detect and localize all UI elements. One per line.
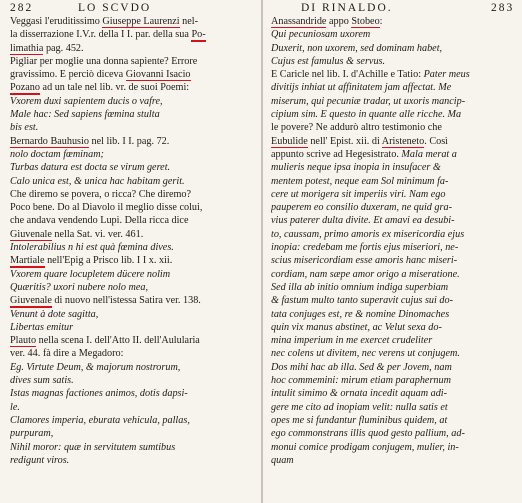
text-line (10, 347, 260, 360)
text-line (10, 308, 260, 321)
text-segment: E questo in quante alle ricche. Ma (317, 109, 462, 121)
text-segment: Venunt à dote sagitta, (10, 308, 99, 320)
text-line (10, 228, 260, 241)
text-segment: la disserrazione I.V.r. della I I. par. della sua (10, 29, 192, 41)
text-segment: Mala merat a (401, 148, 457, 160)
text-segment: purpuram, (10, 428, 54, 440)
text-segment: Che diremo se povera, o ricca? Che diremo? (10, 188, 192, 200)
underlined-name: limathia (10, 42, 44, 54)
text-line (271, 214, 519, 227)
text-line (10, 175, 260, 188)
text-line (10, 361, 260, 374)
text-segment: nel- (179, 16, 199, 27)
text-line (271, 135, 519, 148)
text-segment: Eg. Virtute Deum, & majorum nostrorum, (10, 361, 181, 373)
text-line (271, 308, 519, 321)
text-segment: nell'Epig a Prisco lib. I I x. xii. (44, 255, 173, 267)
text-segment: Duxerit, non uxorem, sed dominam habet, (271, 42, 443, 54)
text-line (10, 294, 260, 307)
text-segment: E Caricle nel lib. I. d'Achille e Tatio: (271, 69, 424, 81)
text-line (10, 148, 260, 161)
text-line (10, 321, 260, 334)
text-segment: intulit simimo & ornata incedit aquam adi- (271, 388, 448, 400)
text-segment: Pater meus (423, 69, 470, 81)
text-line (271, 281, 519, 294)
text-line (271, 161, 519, 174)
underlined-name: Bernardo Bauhusio (10, 135, 89, 147)
text-line (271, 15, 519, 28)
text-segment: gravissimo. E perciò diceva (10, 69, 126, 81)
text-line (271, 201, 519, 214)
text-line (10, 135, 260, 148)
text-line (10, 254, 260, 267)
underlined-name: Anassandride (271, 16, 327, 27)
text-line (271, 148, 519, 161)
text-line (10, 42, 260, 55)
text-line (10, 108, 260, 121)
text-line (271, 441, 519, 454)
text-segment: monui comice prodigam conjugem, mulier, in- (271, 441, 459, 453)
text-segment: . Così (424, 135, 448, 147)
text-segment: appo (326, 16, 352, 27)
text-line (271, 241, 519, 254)
text-segment: mina imperium in me exercet crudeliter (271, 335, 433, 347)
text-line (271, 268, 519, 281)
underlined-name: Giuvenale (10, 295, 52, 307)
text-segment: Qui pecuniosam uxorem (271, 29, 371, 41)
text-segment: Nihil moror: quæ in servitutem sumtibus (10, 441, 176, 453)
text-segment: quam (271, 454, 294, 466)
text-line (10, 427, 260, 440)
text-line (10, 161, 260, 174)
text-line (10, 55, 260, 68)
text-segment: mulieris neque ipsa inopia in insufacer & (271, 162, 441, 174)
text-line (271, 254, 519, 267)
text-segment: le povere? Ne addurò altro testimonio che (271, 122, 442, 134)
right-running-head: DI RINALDO. (301, 2, 393, 14)
text-line (10, 95, 260, 108)
underlined-name: Stobeo (351, 16, 380, 27)
text-segment: vius paterer dulta divite. Et amavi ea desubi- (271, 215, 455, 227)
text-segment: Poco bene. Do al Diavolo il meglio disse colui, (10, 202, 203, 214)
underlined-name: Plauto (10, 335, 37, 347)
text-line (10, 28, 260, 41)
text-segment: divitijs inhiat ut affinitatem jam affectat. Me (271, 82, 452, 94)
text-line (271, 68, 519, 81)
text-segment: opes me si fundantur fluminibus quidem, at (271, 414, 448, 426)
text-segment: bis est. (10, 122, 39, 134)
text-line (271, 387, 519, 400)
underlined-name: Giuvenale (10, 228, 52, 240)
text-segment: nella scena I. dell'Atto II. dell'Aulularia (36, 335, 200, 347)
underlined-name: Martiale (10, 255, 45, 267)
left-running-head: LO SCVDO (78, 2, 152, 14)
text-segment: redigunt viros. (10, 454, 70, 466)
text-segment: nella Sat. vi. ver. 461. (51, 228, 144, 240)
text-segment: Vxorem duxi sapientem ducis o vafre, (10, 95, 163, 107)
right-page (263, 0, 522, 503)
text-line (10, 201, 260, 214)
text-line (10, 214, 260, 227)
text-line (271, 228, 519, 241)
text-line (10, 387, 260, 400)
text-segment: appunto scrive ad Hegesistrato. (271, 148, 402, 160)
text-segment: inopia: credebam me fortis ejus miseriori, ne- (271, 242, 459, 254)
text-line (271, 55, 519, 68)
underlined-name: Eubulide (271, 135, 308, 147)
text-line (271, 42, 519, 55)
text-segment: Veggasi l'eruditissimo (10, 16, 103, 27)
right-page-text (271, 15, 519, 467)
text-line (271, 28, 519, 41)
text-segment: che andava vendendo Lupi. Della ricca dice (10, 215, 189, 227)
left-page-number: 282 (10, 2, 34, 14)
text-line (271, 427, 519, 440)
text-line (271, 454, 519, 467)
text-line (271, 334, 519, 347)
underlined-name: Pozano (10, 82, 40, 94)
text-line (271, 414, 519, 427)
text-segment: ad un tale nel lib. vr. de suoi Poemi: (40, 82, 190, 94)
text-line (271, 188, 519, 201)
underlined-name: Giuseppe Laurenzi (102, 16, 180, 27)
text-line (10, 121, 260, 134)
text-line (271, 108, 519, 121)
text-line (10, 414, 260, 427)
text-segment: Intolerabilius n hi est quà fœmina dives. (10, 242, 174, 254)
text-segment: Libertas emitur (10, 321, 74, 333)
text-line (271, 294, 519, 307)
text-segment: scius misericordiam esse amoris hanc miseri- (271, 255, 458, 267)
text-segment: : (379, 16, 383, 27)
text-line (271, 95, 519, 108)
text-segment: quin vix manus abstinet, ac Velut sexa do- (271, 321, 442, 333)
text-segment: Male hac: Sed sapiens fœmina stulta (10, 109, 160, 121)
text-segment: ego commonstrans illis quod gesto pallium, ad- (271, 428, 465, 440)
text-segment: Cujus est famulus & servus. (271, 55, 386, 67)
text-line (271, 81, 519, 94)
left-page-text (10, 15, 260, 467)
text-line (271, 374, 519, 387)
text-line (10, 401, 260, 414)
text-segment: tata conjuges est, re & nomine Dinomaches (271, 308, 450, 320)
text-line (10, 68, 260, 81)
right-page-number: 283 (491, 2, 515, 14)
text-segment: Istas magnas factiones animos, dotis dapsi- (10, 388, 188, 400)
underlined-name: Po- (191, 29, 206, 41)
text-line (10, 334, 260, 347)
text-segment: to, caussam, primo amoris ex misericordia ejus (271, 228, 465, 240)
text-segment: le. (10, 401, 20, 413)
text-segment: Clamores imperia, eburata vehicula, pallas, (10, 414, 190, 426)
text-line (10, 281, 260, 294)
text-segment: & fastum multo tanto superavit cujus sui do- (271, 295, 453, 307)
text-segment: cere ut morigera sit imperiis viri. Nam ego (271, 188, 446, 200)
text-line (10, 188, 260, 201)
text-segment: Turbas datura est docta se virum geret. (10, 162, 171, 174)
text-line (10, 241, 260, 254)
text-segment: Quæritis? uxori nubere nolo mea, (10, 281, 148, 293)
text-segment: nell' Epist. xii. di (307, 135, 382, 147)
text-line (10, 268, 260, 281)
text-segment: nel lib. I I. pag. 72. (88, 135, 170, 147)
text-segment: di nuovo nell'istessa Satira ver. 138. (51, 295, 201, 307)
text-line (271, 175, 519, 188)
text-line (271, 121, 519, 134)
text-line (271, 401, 519, 414)
text-segment: pauperem eo consilio duxeram, ne quid gra- (271, 202, 452, 214)
text-line (271, 321, 519, 334)
text-line (271, 361, 519, 374)
text-segment: cordiam, nam sæpe amor origo a miseratione. (271, 268, 460, 280)
text-segment: nec colens ut divitem, nec verens ut conjugem. (271, 348, 460, 360)
text-segment: Sed illa ab initio omnium indiga superbiam (271, 281, 449, 293)
text-segment: Calo unica est, & unica hac habitam gerit. (10, 175, 185, 187)
text-segment: mentem potest, neque eam Sol minimum fa- (271, 175, 449, 187)
text-segment: miserum, qui pecuniæ tradar, ut uxoris mancip- (271, 95, 466, 107)
text-segment: cipium sim. (271, 109, 318, 121)
text-line (10, 81, 260, 94)
text-line (10, 454, 260, 467)
text-line (271, 347, 519, 360)
underlined-name: Giovanni Isacio (125, 69, 191, 81)
text-segment: gere me cito ad inopiam velit: nulla satis et (271, 401, 448, 413)
text-segment: pag. 452. (43, 42, 84, 54)
text-segment: hoc commemini: mirum etiam paraphernum (271, 375, 451, 387)
text-segment: nolo doctam fœminam; (10, 148, 104, 160)
text-segment: ver. 44. fà dire a Megadoro: (10, 348, 124, 360)
text-segment: dives sum satis. (10, 375, 74, 387)
text-segment: Pigliar per moglie una donna sapiente? Errore (10, 55, 198, 67)
text-line (10, 374, 260, 387)
text-segment: Dos mihi hac ab illa. Sed & per Jovem, nam (271, 361, 452, 373)
text-line (10, 15, 260, 28)
text-segment: Vxorem quare locupletem dücere nolim (10, 268, 171, 280)
underlined-name: Aristeneto (381, 135, 425, 147)
text-line (10, 441, 260, 454)
